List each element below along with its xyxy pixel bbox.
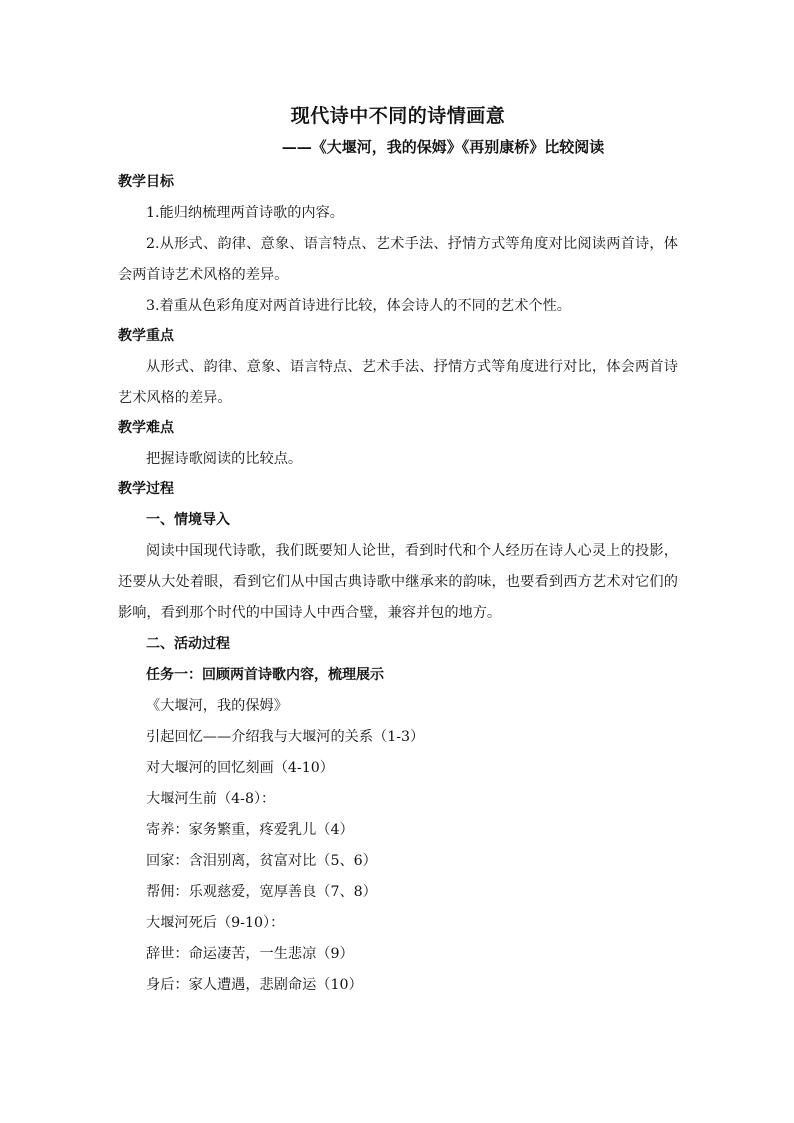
task1-line: 大堰河生前（4-8）： [146, 791, 276, 807]
task1-line: 对大堰河的回忆刻画（4-10） [146, 760, 334, 776]
teaching-goal-item: 1.能归纳梳理两首诗歌的内容。 [146, 205, 344, 221]
teaching-difficulty-text: 把握诗歌阅读的比较点。 [146, 451, 303, 467]
task1-line: 《大堰河，我的保姆》 [146, 698, 288, 714]
task1-line: 回家：含泪别离，贫富对比（5、6） [146, 853, 377, 869]
document-title: 现代诗中不同的诗情画意 [290, 105, 506, 127]
document-subtitle: ——《大堰河，我的保姆》《再别康桥》比较阅读 [281, 138, 605, 156]
activity-heading: 二、活动过程 [146, 636, 230, 652]
intro-text: 阅读中国现代诗歌，我们既要知人论世，看到时代和个人经历在诗人心灵上的投影，还要从大处着眼，看到它们从中国古典诗歌中继承来的韵味，也要看到西方艺术对它们的影响，看到那个时代的中国诗人中西合璧，兼容并包的地方。 [118, 543, 678, 621]
task1-line: 帮佣：乐观慈爱，宽厚善良（7、8） [146, 884, 377, 900]
teaching-process-heading: 教学过程 [118, 481, 174, 497]
task1-line: 寄养：家务繁重，疼爱乳儿（4） [146, 822, 354, 838]
task1-line: 大堰河死后（9-10）： [146, 915, 285, 931]
teaching-goals-heading: 教学目标 [118, 174, 174, 190]
task1-line: 引起回忆——介绍我与大堰河的关系（1-3） [146, 729, 425, 745]
task1-heading: 任务一：回顾两首诗歌内容，梳理展示 [146, 667, 384, 683]
teaching-goal-item: 3.着重从色彩角度对两首诗进行比较，体会诗人的不同的艺术个性。 [146, 298, 571, 314]
teaching-goal-item: 2.从形式、韵律、意象、语言特点、艺术手法、抒情方式等角度对比阅读两首诗，体会两首诗艺术风格的差异。 [118, 236, 678, 283]
document-content [118, 102, 678, 1001]
task1-line: 辞世：命运凄苦，一生悲凉（9） [146, 946, 354, 962]
teaching-difficulty-heading: 教学难点 [118, 420, 174, 436]
teaching-key-text: 从形式、韵律、意象、语言特点、艺术手法、抒情方式等角度进行对比，体会两首诗艺术风格的差异。 [118, 359, 678, 406]
intro-heading: 一、情境导入 [146, 512, 230, 528]
task1-line: 身后：家人遭遇，悲剧命运（10） [146, 977, 363, 993]
teaching-key-heading: 教学重点 [118, 328, 174, 344]
